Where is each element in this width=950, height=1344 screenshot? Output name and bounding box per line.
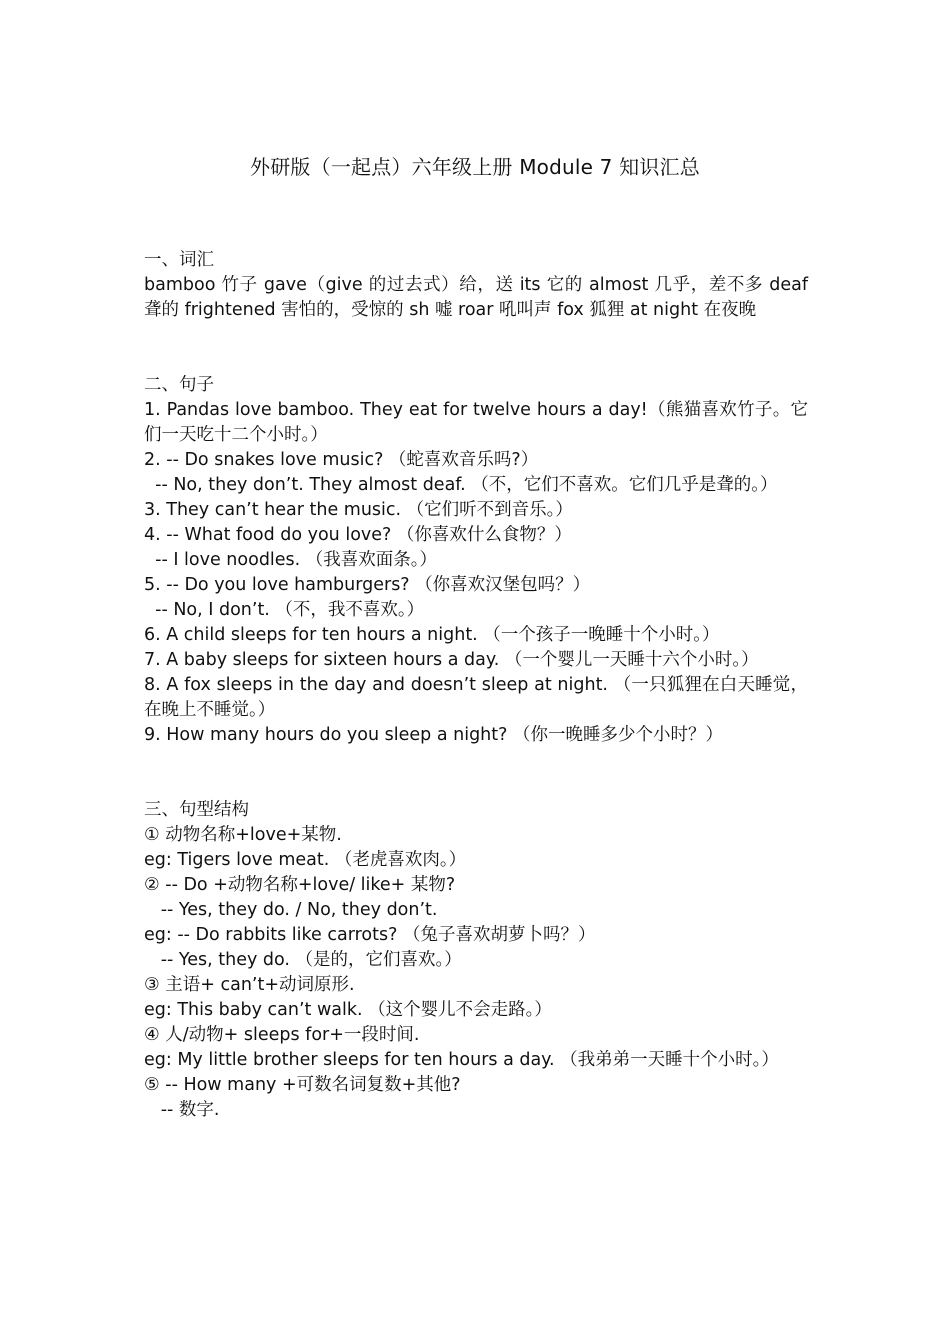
sentence-item: -- No, they don’t. They almost deaf. （不，它们不喜欢。它们几乎是聋的。） [144,475,778,495]
sentence-item: 6. A child sleeps for ten hours a night. （一个孩子一晚睡十个小时。） [144,625,720,645]
sentence-item: 5. -- Do you love hamburgers? （你喜欢汉堡包吗？） [144,575,591,595]
structure-item: eg: This baby can’t walk. （这个婴儿不会走路。） [144,1000,552,1020]
structures-heading: 三、句型结构 [144,800,249,820]
structure-item: ⑤ -- How many +可数名词复数+其他? [144,1075,461,1095]
sentence-item: 1. Pandas love bamboo. They eat for twelve hours a day!（熊猫喜欢竹子。它们一天吃十二个小时。） [144,400,808,445]
sentence-item: 9. How many hours do you sleep a night? （你一晚睡多少个小时？） [144,725,723,745]
sentence-item: 2. -- Do snakes love music? （蛇喜欢音乐吗?） [144,450,539,470]
structure-item: ② -- Do +动物名称+love/ like+ 某物? [144,875,456,895]
vocab-text: bamboo 竹子 gave（give 的过去式）给，送 its 它的 almost 几乎，差不多 deaf 聋的 frightened 害怕的，受惊的 sh 嘘 roar 吼叫声 fox 狐狸 at night 在夜晚 [144,275,814,320]
page-title: 外研版（一起点）六年级上册 Module 7 知识汇总 [250,155,700,179]
sentence-item: 8. A fox sleeps in the day and doesn’t sleep at night. （一只狐狸在白天睡觉，在晚上不睡觉。） [144,675,808,720]
structure-item: eg: My little brother sleeps for ten hours a day. （我弟弟一天睡十个小时。） [144,1050,779,1070]
structure-item: ③ 主语+ can’t+动词原形. [144,975,355,995]
vocab-heading: 一、词汇 [144,250,214,270]
section-spacer [144,748,808,798]
structure-item: eg: Tigers love meat. （老虎喜欢肉。） [144,850,467,870]
structure-item: -- Yes, they do. （是的，它们喜欢。） [144,950,462,970]
sentence-item: -- I love noodles. （我喜欢面条。） [144,550,438,570]
structure-item: ④ 人/动物+ sleeps for+一段时间. [144,1025,420,1045]
sentences-heading: 二、句子 [144,375,214,395]
sentence-item: 7. A baby sleeps for sixteen hours a day. （一个婴儿一天睡十六个小时。） [144,650,759,670]
structure-item: -- 数字. [144,1100,220,1120]
structure-item: ① 动物名称+love+某物. [144,825,342,845]
document-body [144,248,814,1123]
sentence-item: 3. They can’t hear the music. （它们听不到音乐。） [144,500,573,520]
section-spacer [144,323,808,373]
sentence-item: 4. -- What food do you love? （你喜欢什么食物？） [144,525,572,545]
sentence-item: -- No, I don’t. （不，我不喜欢。） [144,600,425,620]
structure-item: eg: -- Do rabbits like carrots? （兔子喜欢胡萝卜吗？） [144,925,596,945]
structure-item: -- Yes, they do. / No, they don’t. [144,900,438,920]
